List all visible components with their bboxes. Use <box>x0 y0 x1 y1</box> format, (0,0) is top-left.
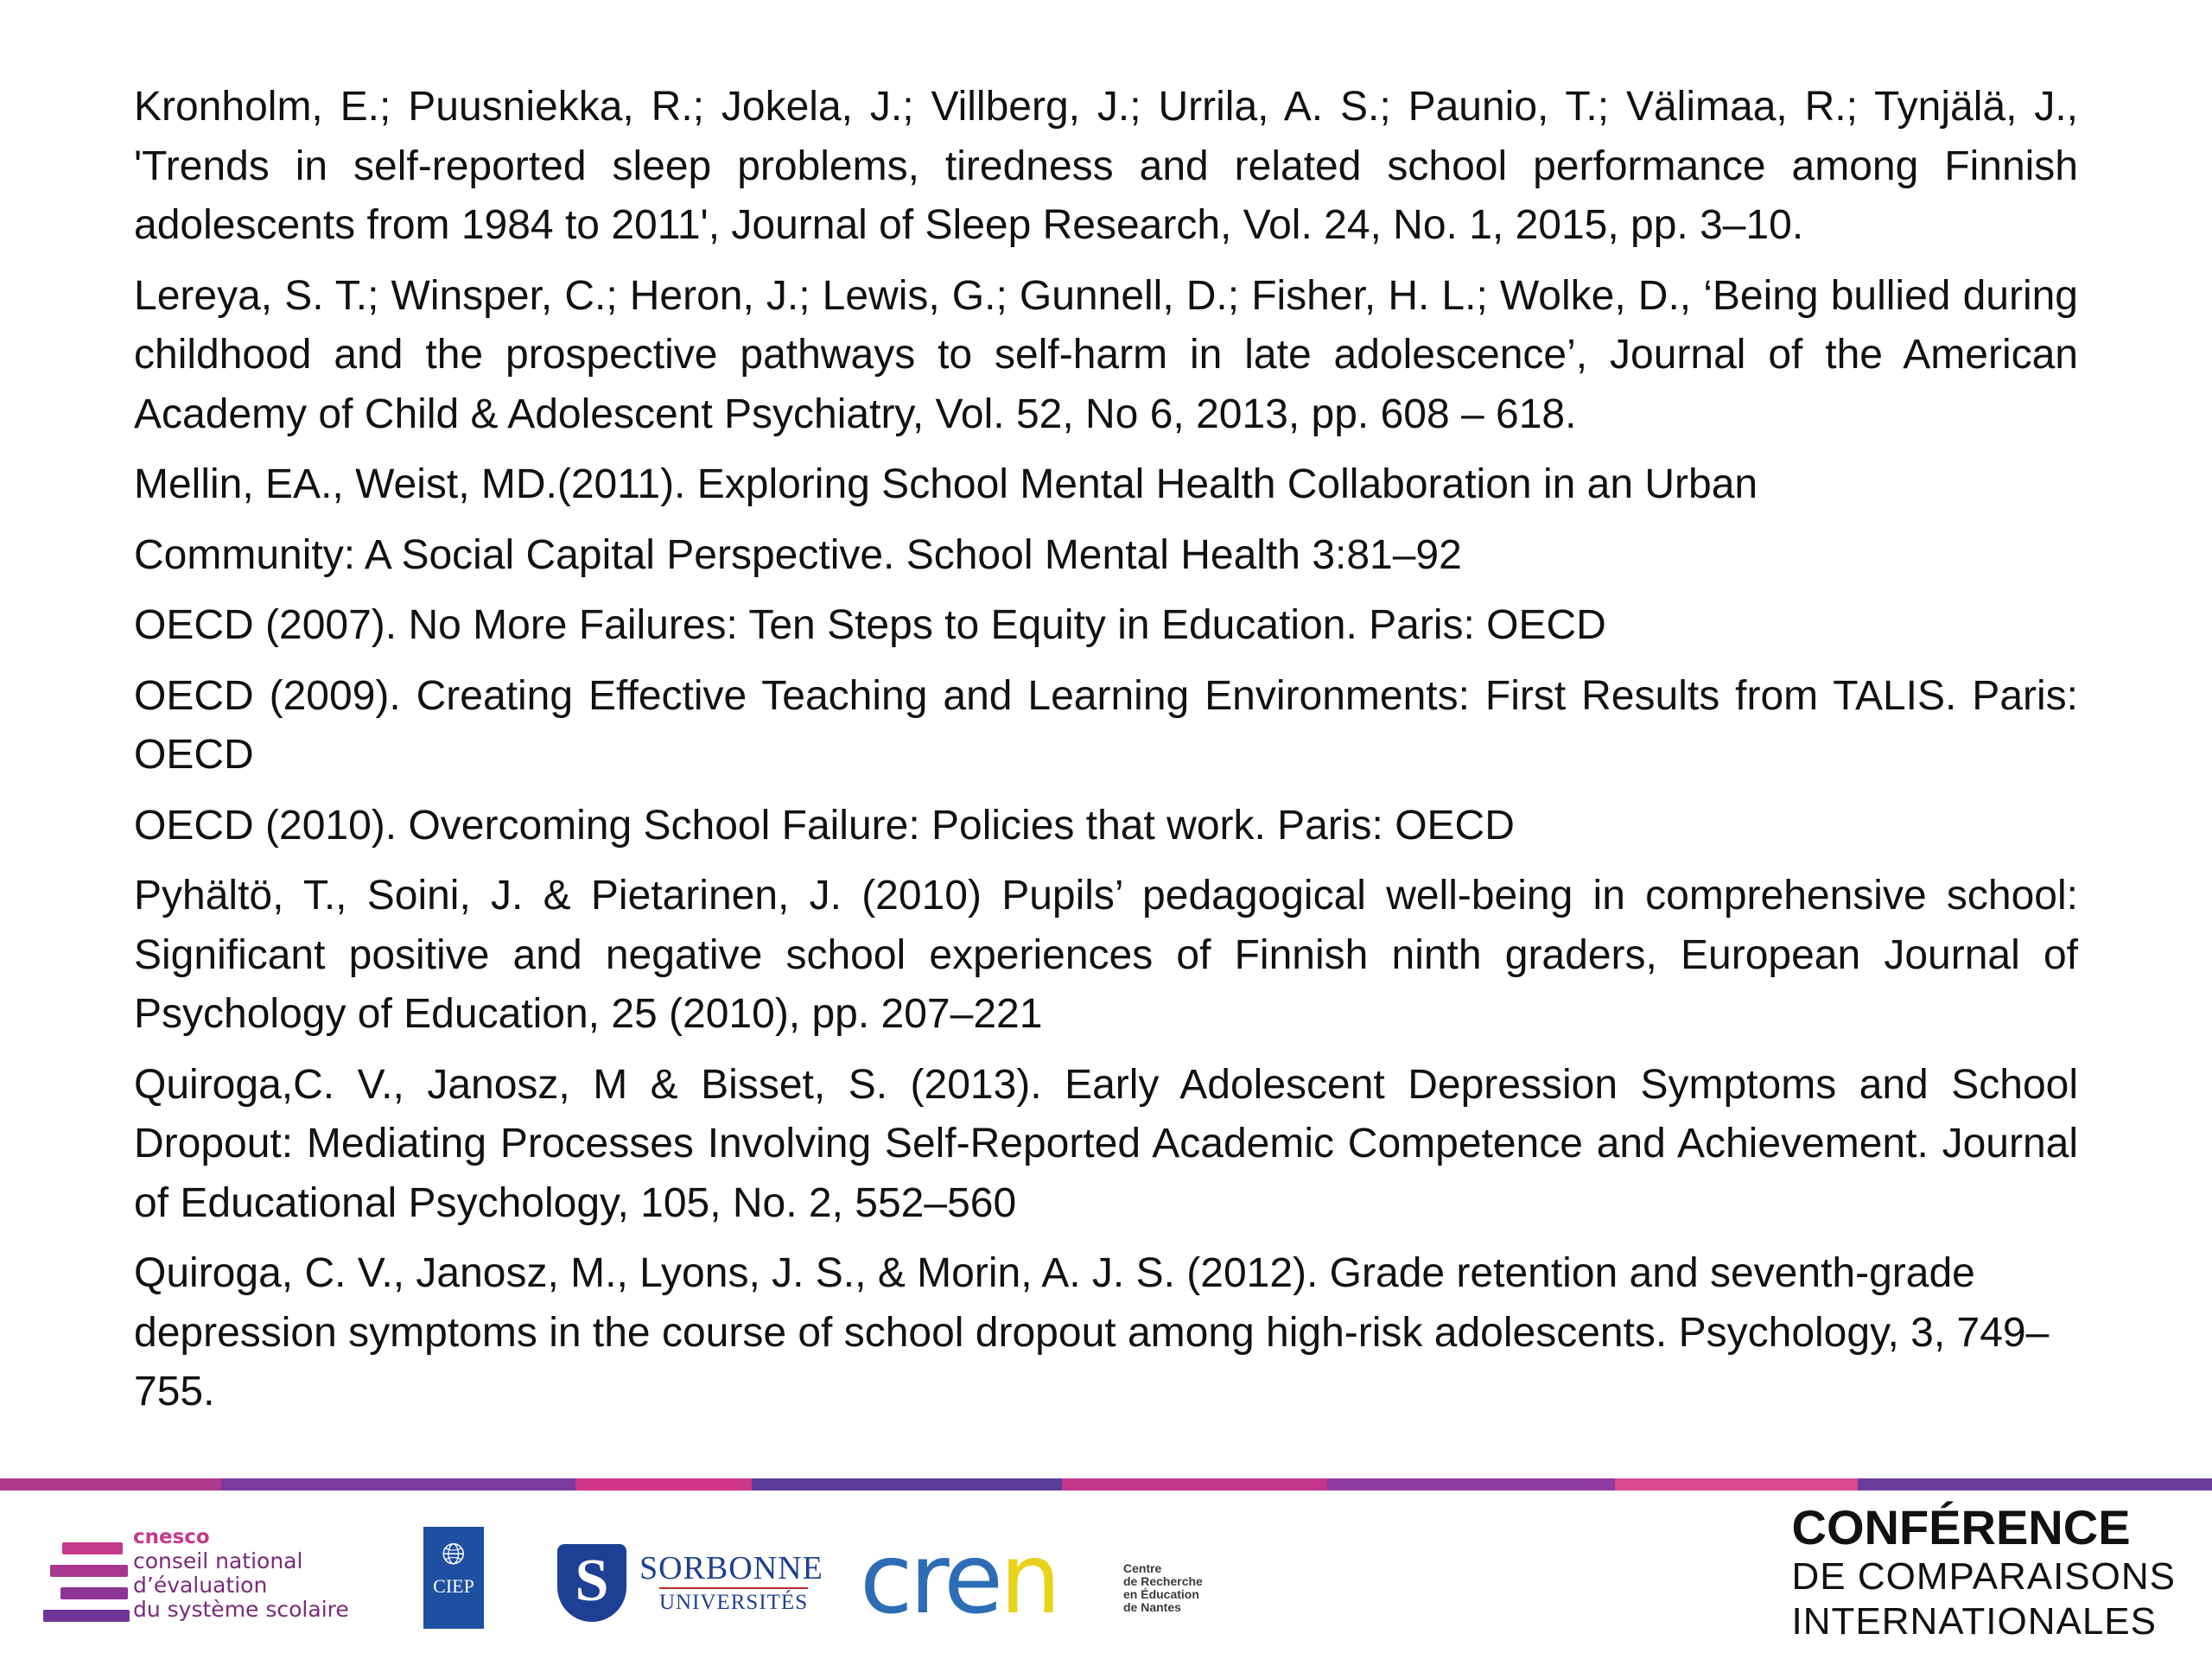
cnesco-bar <box>60 1587 128 1599</box>
cren-letter: c <box>860 1523 910 1636</box>
cren-subtitle-line: de Nantes <box>1123 1600 1181 1614</box>
sorbonne-logo <box>557 1544 834 1622</box>
reference-item: Lereya, S. T.; Winsper, C.; Heron, J.; Lewis, G.; Gunnell, D.; Fisher, H. L.; Wolke, D., ‘Being bullied during childhood and the prospective pathways to self-harm in late adolescence’, Journal of the American Academy of Child & Adolescent Psychiatry, Vol. 52, No 6, 2013, pp. 608 – 618. <box>134 272 2078 437</box>
cren-letter: e <box>944 1523 1001 1636</box>
cren-letter: r <box>909 1523 944 1636</box>
divider-segment <box>221 1478 575 1491</box>
ciep-logo <box>423 1527 484 1629</box>
reference-item: Pyhältö, T., Soini, J. & Pietarinen, J. (2010) Pupils’ pedagogical well-being in comprehensive school: Significant positive and negative school experiences of Finnish ninth graders, European Journal of Psychology of Education, 25 (2010), pp. 207–221 <box>134 873 2078 1037</box>
cnesco-line: d’évaluation <box>133 1573 268 1598</box>
reference-item: Quiroga,C. V., Janosz, M & Bisset, S. (2013). Early Adolescent Depression Symptoms and School Dropout: Mediating Processes Involving Self-Reported Academic Competence and Achievement. Journal of Educational Psychology, 105, No. 2, 552–560 <box>134 1061 2078 1226</box>
conference-line: INTERNATIONALES <box>1791 1600 2157 1643</box>
ciep-label: CIEP <box>433 1575 474 1597</box>
conference-line: DE COMPARAISONS <box>1791 1555 2176 1598</box>
sorbonne-shield-icon: S <box>557 1544 626 1622</box>
sorbonne-sub: UNIVERSITÉS <box>659 1587 808 1615</box>
footer-divider <box>0 1478 2212 1491</box>
reference-item: Community: A Social Capital Perspective. School Mental Health 3:81–92 <box>134 531 1462 578</box>
cnesco-line: du système scolaire <box>133 1597 349 1622</box>
cren-subtitle-line: de Recherche <box>1123 1574 1203 1588</box>
reference-item: Mellin, EA., Weist, MD.(2011). Exploring School Mental Health Collaboration in an Urban <box>134 461 1758 507</box>
cren-subtitle-line: Centre <box>1123 1561 1162 1575</box>
cnesco-brand: cnesco <box>133 1526 210 1548</box>
globe-icon: 🌐︎ <box>442 1539 466 1571</box>
cren-letter: n <box>1000 1523 1058 1636</box>
conference-title <box>1792 1501 2176 1644</box>
cnesco-bar <box>43 1610 130 1622</box>
divider-segment <box>1858 1478 2212 1491</box>
cnesco-text <box>133 1525 349 1622</box>
cren-wordmark <box>860 1523 1058 1636</box>
divider-segment <box>575 1478 753 1491</box>
reference-item: Kronholm, E.; Puusniekka, R.; Jokela, J.; Villberg, J.; Urrila, A. S.; Paunio, T.; Välimaa, R.; Tynjälä, J., 'Trends in self-reported sleep problems, tiredness and related school performance among Finnish adolescents from 1984 to 2011', Journal of Sleep Research, Vol. 24, No. 1, 2015, pp. 3–10. <box>134 84 2078 248</box>
cnesco-bar <box>62 1542 123 1554</box>
reference-item: OECD (2010). Overcoming School Failure: Policies that work. Paris: OECD <box>134 802 1515 849</box>
reference-item: Quiroga, C. V., Janosz, M., Lyons, J. S., & Morin, A. J. S. (2012). Grade retention and seventh-grade depression symptoms in the course of school dropout among high-risk adolescents. Psychology, 3, 749–755. <box>134 1250 2050 1414</box>
sorbonne-name: SORBONNE <box>639 1550 823 1586</box>
cren-subtitle-line: en Éducation <box>1123 1587 1199 1601</box>
reference-item: OECD (2007). No More Failures: Ten Steps to Equity in Education. Paris: OECD <box>134 602 1606 648</box>
divider-segment <box>1615 1478 1859 1491</box>
cnesco-bar <box>50 1565 128 1577</box>
footer <box>0 1491 2212 1659</box>
cnesco-bars-icon <box>43 1534 130 1629</box>
conference-line: CONFÉRENCE <box>1791 1500 2131 1554</box>
cren-logo <box>860 1523 1223 1636</box>
divider-segment <box>1327 1478 1615 1491</box>
reference-list <box>134 78 2078 1433</box>
divider-segment <box>1062 1478 1327 1491</box>
divider-segment <box>0 1478 221 1491</box>
cren-subtitle <box>1123 1562 1203 1614</box>
reference-item: OECD (2009). Creating Effective Teaching and Learning Environments: First Results from TALIS. Paris: OECD <box>134 672 2078 778</box>
divider-segment <box>752 1478 1061 1491</box>
cnesco-logo <box>43 1525 389 1637</box>
cnesco-line: conseil national <box>133 1548 303 1573</box>
